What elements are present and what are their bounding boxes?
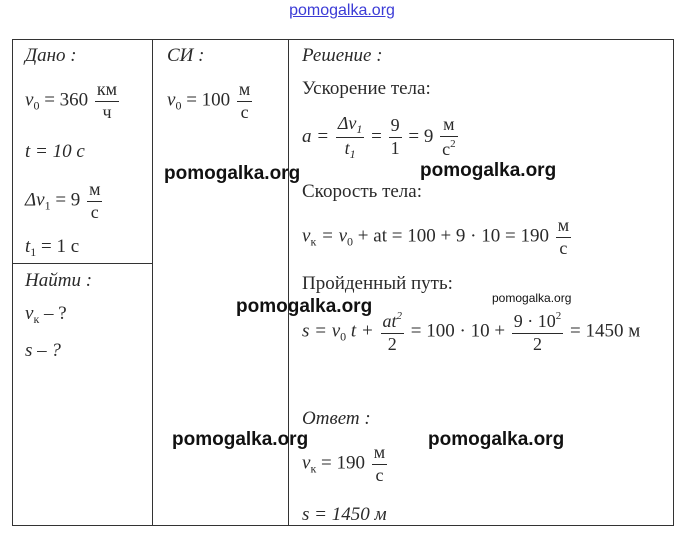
given-v0-value: = 360 [44, 89, 89, 111]
path-frac-2-num [512, 310, 564, 332]
speed-unit-den: с [559, 237, 568, 258]
speed-unit [556, 216, 571, 259]
answer-vk-unit-den: с [375, 464, 384, 485]
given-v0-unit-num: км [96, 79, 118, 99]
given-header [25, 46, 77, 65]
speed-label: Скорость тела: [302, 181, 422, 202]
si-v0-symbol: v [167, 89, 176, 111]
accel-lhs: a = [302, 126, 330, 148]
site-header-link[interactable]: pomogalka.org [289, 2, 395, 19]
answer-vk [302, 443, 389, 486]
given-dv1-unit-num: м [89, 179, 101, 199]
given-dv1-sub: 1 [44, 198, 51, 213]
accel-unit-den-sup: 2 [450, 138, 456, 151]
watermark: pomogalka.org [420, 160, 557, 181]
watermark: pomogalka.org [428, 429, 565, 450]
answer-vk-sub: к [310, 461, 317, 476]
accel-frac-1-den-text: t [344, 138, 350, 159]
fraction-bar [440, 136, 458, 137]
accel-unit-den-text: с [442, 139, 451, 160]
column-divider-2 [288, 40, 289, 525]
path-frac-1-num-sup: 2 [396, 310, 403, 322]
given-v0-sub: 0 [33, 98, 40, 113]
given-t: t = 10 с [25, 141, 85, 162]
find-title: Найти [25, 270, 81, 291]
solution-title: Решение [302, 45, 372, 66]
accel-unit-num: м [443, 114, 455, 135]
path-frac-1-num [381, 310, 405, 332]
solution-header [302, 46, 383, 65]
speed-formula [302, 216, 573, 259]
accel-unit-den [440, 138, 458, 160]
si-unit-den: с [240, 101, 249, 122]
answer-s: s = 1450 м [302, 504, 387, 525]
path-lhs-sub: 0 [340, 329, 347, 344]
answer-vk-value: = 190 [321, 452, 365, 474]
speed-vk-symbol: v [302, 225, 311, 247]
si-v0 [167, 80, 254, 123]
find-vk-sub: к [33, 312, 40, 326]
path-frac-1-num-text: at [382, 311, 397, 331]
accel-frac-1-num-text: Δv [337, 113, 357, 133]
solution-table [12, 39, 674, 526]
find-colon: : [85, 270, 93, 291]
answer-header [302, 409, 371, 428]
si-colon: : [198, 45, 205, 66]
watermark: pomogalka.org [236, 296, 373, 317]
accel-frac-2 [389, 116, 402, 159]
path-frac-1 [381, 310, 405, 355]
given-dv1-value: = 9 [55, 189, 81, 211]
speed-expr-sub: 0 [347, 234, 354, 249]
si-v0-value: = 100 [186, 89, 231, 111]
given-t1-symbol: t [25, 236, 31, 257]
answer-title: Ответ [302, 408, 360, 429]
given-v0 [25, 80, 121, 123]
speed-expr: = v [321, 225, 348, 247]
path-label: Пройденный путь: [302, 273, 453, 294]
answer-vk-unit [372, 443, 387, 486]
accel-eq-3: = 9 [408, 126, 434, 148]
given-find-divider [13, 263, 152, 264]
path-frac-2-num-text: 9 · 10 [513, 311, 556, 331]
acceleration-formula [302, 114, 460, 161]
accel-eq-2: = [371, 126, 382, 148]
accel-frac-2-den: 1 [390, 138, 400, 159]
accel-frac-1 [336, 114, 365, 161]
find-vk-question: – ? [44, 303, 67, 324]
accel-frac-1-num [336, 114, 365, 136]
find-s: s – ? [25, 340, 61, 361]
path-frac-1-den: 2 [387, 333, 397, 354]
accel-frac-1-den-sub: 1 [349, 147, 356, 162]
path-mid: = 100 · 10 + [410, 320, 506, 342]
watermark: pomogalka.org [172, 429, 309, 450]
answer-vk-symbol: v [302, 452, 311, 474]
watermark: pomogalka.org [164, 163, 301, 184]
path-frac-2 [512, 310, 564, 355]
speed-expr-rest: + at = 100 + 9 · 10 = 190 [357, 225, 549, 247]
solution-colon: : [376, 45, 383, 66]
column-divider-1 [152, 40, 153, 525]
accel-frac-1-den [343, 139, 358, 161]
speed-vk-sub: к [310, 234, 317, 249]
find-vk-symbol: v [25, 303, 34, 324]
given-dv1 [25, 180, 104, 223]
given-dv1-symbol: Δv [25, 189, 45, 211]
acceleration-label: Ускорение тела: [302, 78, 431, 99]
find-header [25, 271, 92, 290]
fraction-bar [336, 137, 365, 138]
given-title: Дано [25, 45, 66, 66]
given-t1 [25, 237, 79, 258]
speed-unit-num: м [557, 215, 570, 235]
given-v0-unit [95, 80, 119, 123]
given-v0-unit-den: ч [102, 101, 112, 122]
given-v0-symbol: v [25, 89, 34, 111]
path-frac-2-num-sup: 2 [555, 310, 562, 322]
given-dv1-unit-den: с [90, 201, 99, 222]
si-header [167, 46, 204, 65]
given-t1-sub: 1 [30, 245, 37, 259]
path-frac-2-den: 2 [533, 333, 543, 354]
answer-vk-unit-num: м [373, 442, 386, 462]
si-v0-unit [237, 80, 252, 123]
given-t1-value: = 1 с [41, 236, 80, 257]
accel-frac-2-num: 9 [390, 115, 400, 136]
given-colon: : [70, 45, 77, 66]
find-vk [25, 304, 67, 325]
watermark: pomogalka.org [492, 291, 572, 305]
accel-unit [440, 115, 458, 160]
path-lhs-rest: t + [350, 320, 374, 342]
path-result: = 1450 м [570, 320, 641, 342]
given-dv1-unit [87, 180, 102, 223]
path-lhs: s = v [302, 320, 341, 342]
si-title: СИ [167, 45, 194, 66]
si-v0-sub: 0 [175, 98, 182, 113]
si-unit-num: м [238, 79, 251, 99]
answer-colon: : [364, 408, 371, 429]
accel-frac-1-num-sub: 1 [356, 122, 363, 136]
